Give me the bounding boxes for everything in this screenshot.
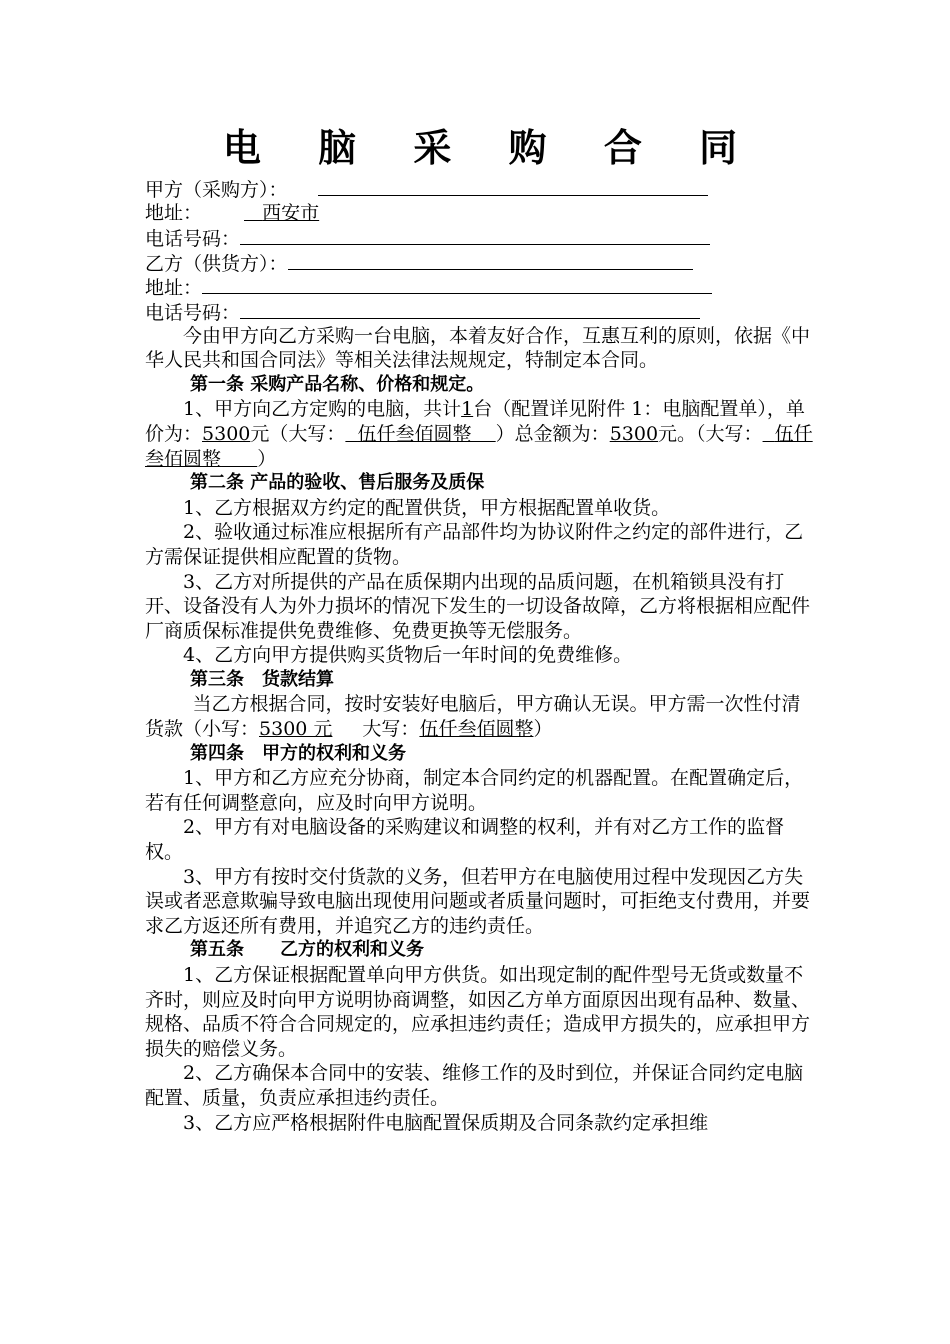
article-1-item-1 (145, 397, 815, 471)
article-5-item: 2、乙方确保本合同中的安装、维修工作的及时到位，并保证合同约定电脑配置、质量，负责应承担违约责任。 (145, 1062, 804, 1109)
article-4-item: 1、甲方和乙方应充分协商，制定本合同约定的机器配置。在配置确定后，若有任何调整意向，应及时向甲方说明。 (145, 767, 804, 814)
art1-text-a: 1、甲方向乙方定购的电脑，共计 (183, 398, 462, 421)
article-4-item: 2、甲方有对电脑设备的采购建议和调整的权利，并有对乙方工作的监督权。 (145, 816, 785, 864)
total-value: 5300 (609, 422, 659, 445)
article-4-heading: 第四条 甲方的权利和义务 (190, 742, 406, 764)
article-3-paragraph (145, 692, 815, 741)
article-2-item: 2、验收通过标准应根据所有产品部件均为协议附件之约定的部件进行，乙方需保证提供相应配置的货物。 (145, 521, 804, 568)
article-2-item: 4、乙方向甲方提供购买货物后一年时间的免费维修。 (183, 644, 633, 667)
party-a-phone-row (145, 225, 815, 250)
article-5-item: 1、乙方保证根据配置单向甲方供货。如出现定制的配件型号无货或数量不齐时，则应及时向甲方说明协商调整，如因乙方单方面原因出现有品种、数量、规格、品质不符合合同规定的，应承担违约责任；造成甲方损失的，应承担甲方损失的赔偿义务。 (145, 964, 811, 1060)
party-b-address-field[interactable] (202, 274, 712, 294)
party-a-address-text: 西安市 (262, 201, 320, 224)
article-4-item: 3、甲方有按时交付货款的义务，但若甲方在电脑使用过程中发现因乙方失误或者恶意欺骗导致电脑出现使用问题或者质量问题时，可拒绝支付费用，并要求乙方返还所有费用，并追究乙方的违约责任。 (145, 865, 811, 937)
party-b-row (145, 250, 815, 275)
party-b-phone-row (145, 299, 815, 324)
art3-text-a: 当乙方根据合同，按时安装好电脑后，甲方确认无误。甲方需一次性付清货款（小写： (145, 693, 801, 741)
article-2-heading: 第二条 产品的验收、售后服务及质保 (190, 472, 485, 494)
party-a-name-field[interactable] (318, 176, 708, 196)
party-a-address-row (145, 201, 815, 226)
party-a-row (145, 176, 815, 201)
unit-price-cn-text: 伍仟叁佰圆整 (357, 422, 472, 445)
party-a-phone-label: 电话号码： (145, 228, 241, 251)
party-b-name-field[interactable] (288, 250, 693, 270)
article-2-item: 1、乙方根据双方约定的配置供货，甲方根据配置单收货。 (183, 496, 671, 519)
unit-price-cn-value (345, 423, 495, 445)
article-5-heading: 第五条 乙方的权利和义务 (190, 939, 424, 961)
party-b-phone-label: 电话号码： (145, 301, 241, 324)
art1-text-e: 元。（大写： (658, 422, 763, 445)
art1-text-f: ） (257, 447, 277, 470)
total-cn-text: 伍仟叁佰圆整 (145, 422, 813, 470)
art3-text-c: ） (533, 718, 553, 741)
quantity-value: 1 (461, 398, 474, 421)
party-a-phone-field[interactable] (240, 225, 710, 245)
article-3-heading: 第三条 货款结算 (190, 668, 334, 690)
art1-text-b: 台（配置详见附件 1：电脑配置单），单价为： (145, 398, 805, 445)
party-b-phone-field[interactable] (240, 299, 700, 319)
art3-text-b: 大写： (362, 718, 420, 741)
payment-amount-value: 5300 元 (259, 718, 333, 741)
party-b-address-row (145, 274, 815, 299)
party-b-label: 乙方（供货方）： (145, 252, 288, 275)
article-1-heading: 第一条 采购产品名称、价格和规定。 (190, 373, 485, 395)
payment-amount-cn-value: 伍仟叁佰圆整 (419, 718, 534, 741)
party-a-address-value (244, 202, 319, 224)
contract-page (145, 120, 815, 1135)
article-2-item: 3、乙方对所提供的产品在质保期内出现的品质问题，在机箱锁具没有打开、设备没有人为外力损坏的情况下发生的一切设备故障，乙方将根据相应配件厂商质保标准提供免费维修、免费更换等无偿服务。 (145, 570, 811, 642)
party-a-address-label: 地址： (145, 201, 203, 224)
intro-paragraph: 今由甲方向乙方采购一台电脑，本着友好合作，互惠互利的原则，依据《中华人民共和国合同法》等相关法律法规规定，特制定本合同。 (145, 324, 811, 372)
party-b-address-label: 地址： (145, 277, 203, 300)
document-title: 电 脑 采 购 合 同 (222, 126, 760, 170)
article-5-item: 3、乙方应严格根据附件电脑配置保质期及合同条款约定承担维 (183, 1111, 709, 1134)
art1-text-c: 元（大写： (250, 422, 346, 445)
party-a-label: 甲方（采购方）： (145, 179, 288, 201)
unit-price-value: 5300 (202, 422, 251, 445)
art1-text-d: ）总金额为： (495, 422, 610, 445)
